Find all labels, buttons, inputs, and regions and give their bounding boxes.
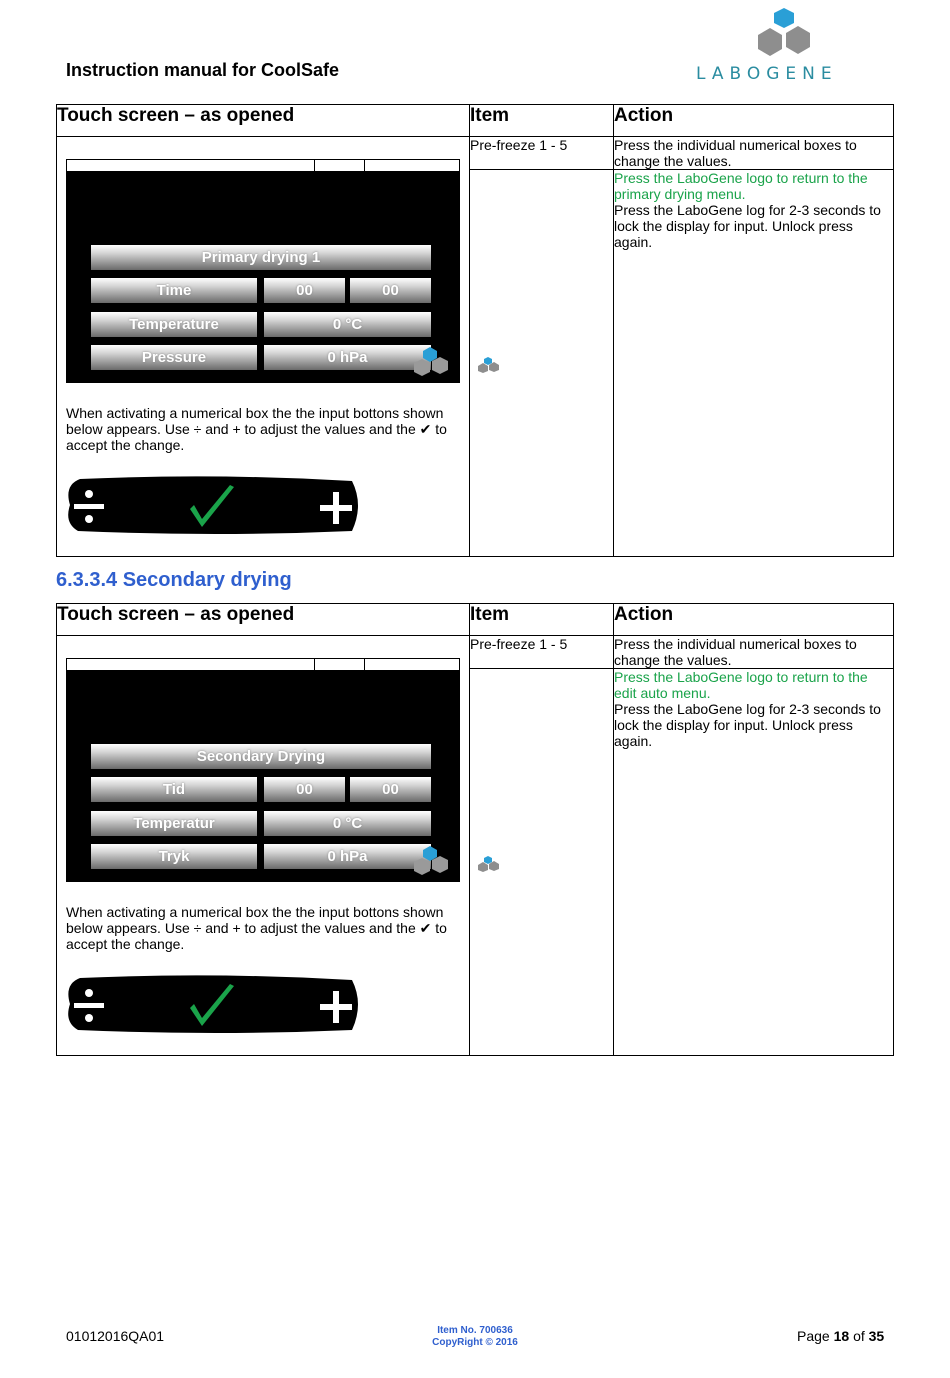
- labogene-logo-icon[interactable]: [412, 347, 452, 377]
- small-labogene-icon: [478, 855, 500, 873]
- action-numerical-boxes: Press the individual numerical boxes to change the values.: [614, 636, 894, 669]
- time-label: Tid: [91, 777, 257, 802]
- action-lock-text: Press the LaboGene log for 2-3 seconds to lock the display for input. Unlock press again.: [614, 202, 881, 250]
- action-numerical-boxes: Press the individual numerical boxes to change the values.: [614, 137, 894, 170]
- status-strip: [66, 159, 460, 171]
- pressure-box[interactable]: 0 hPa: [264, 345, 431, 370]
- header-touch-screen: Touch screen – as opened: [57, 604, 470, 636]
- help-text: When activating a numerical box the the input bottons shown below appears. Use ÷ and + to adjust the values and the ✔ to accept the change.: [66, 904, 447, 952]
- input-keypad: [66, 475, 362, 537]
- footer-doc-id: 01012016QA01: [66, 1328, 165, 1344]
- labogene-logo-icon[interactable]: [412, 846, 452, 876]
- instruction-table-1: [56, 104, 894, 557]
- help-text: When activating a numerical box the the input bottons shown below appears. Use ÷ and + to adjust the values and the ✔ to accept the change.: [66, 405, 447, 453]
- action-return-text: Press the LaboGene logo to return to the primary drying menu.: [614, 170, 868, 202]
- item-logo-cell: [470, 669, 614, 1056]
- page-num: 18: [833, 1328, 850, 1344]
- screen-cell: [57, 636, 470, 1056]
- screen-title-bar: Secondary Drying: [91, 744, 431, 769]
- logo-wordmark: LABOGENE: [696, 64, 838, 84]
- screen-cell: [57, 137, 470, 557]
- action-logo-cell: [614, 170, 894, 557]
- time-label: Time: [91, 278, 257, 303]
- of-label: of: [853, 1328, 865, 1344]
- header-item: Item: [470, 604, 614, 636]
- pressure-box[interactable]: 0 hPa: [264, 844, 431, 869]
- header-item: Item: [470, 105, 614, 137]
- header-action: Action: [614, 105, 894, 137]
- footer-copyright: CopyRight © 2016: [432, 1337, 518, 1348]
- time-minutes-box[interactable]: 00: [350, 278, 431, 303]
- item-prefreeze: Pre-freeze 1 - 5: [470, 137, 614, 170]
- labogene-logo: [694, 6, 884, 84]
- time-minutes-box[interactable]: 00: [350, 777, 431, 802]
- footer-item-info: [400, 1325, 550, 1349]
- action-lock-text: Press the LaboGene log for 2-3 seconds to lock the display for input. Unlock press again.: [614, 701, 881, 749]
- time-hours-box[interactable]: 00: [264, 777, 345, 802]
- temperature-label: Temperatur: [91, 811, 257, 836]
- temperature-box[interactable]: 0 °C: [264, 312, 431, 337]
- footer-page-number: [797, 1328, 884, 1344]
- page-header-title: Instruction manual for CoolSafe: [66, 60, 340, 80]
- status-strip: [66, 658, 460, 670]
- instruction-table-2: [56, 603, 894, 1056]
- small-labogene-icon: [478, 356, 500, 374]
- action-logo-cell: [614, 669, 894, 1056]
- page-total: 35: [868, 1328, 885, 1344]
- action-return-text: Press the LaboGene logo to return to the edit auto menu.: [614, 669, 868, 701]
- pressure-label: Tryk: [91, 844, 257, 869]
- temperature-box[interactable]: 0 °C: [264, 811, 431, 836]
- input-keypad: [66, 974, 362, 1036]
- footer-item-no: Item No. 700636: [437, 1325, 513, 1336]
- item-logo-cell: [470, 170, 614, 557]
- screen-title-bar: Primary drying 1: [91, 245, 431, 270]
- temperature-label: Temperature: [91, 312, 257, 337]
- pressure-label: Pressure: [91, 345, 257, 370]
- section-heading: 6.3.3.4 Secondary drying: [56, 569, 292, 591]
- header-touch-screen: Touch screen – as opened: [57, 105, 470, 137]
- header-action: Action: [614, 604, 894, 636]
- item-prefreeze: Pre-freeze 1 - 5: [470, 636, 614, 669]
- page-label: Page: [797, 1328, 830, 1344]
- time-hours-box[interactable]: 00: [264, 278, 345, 303]
- labogene-hex-icon: [694, 6, 884, 66]
